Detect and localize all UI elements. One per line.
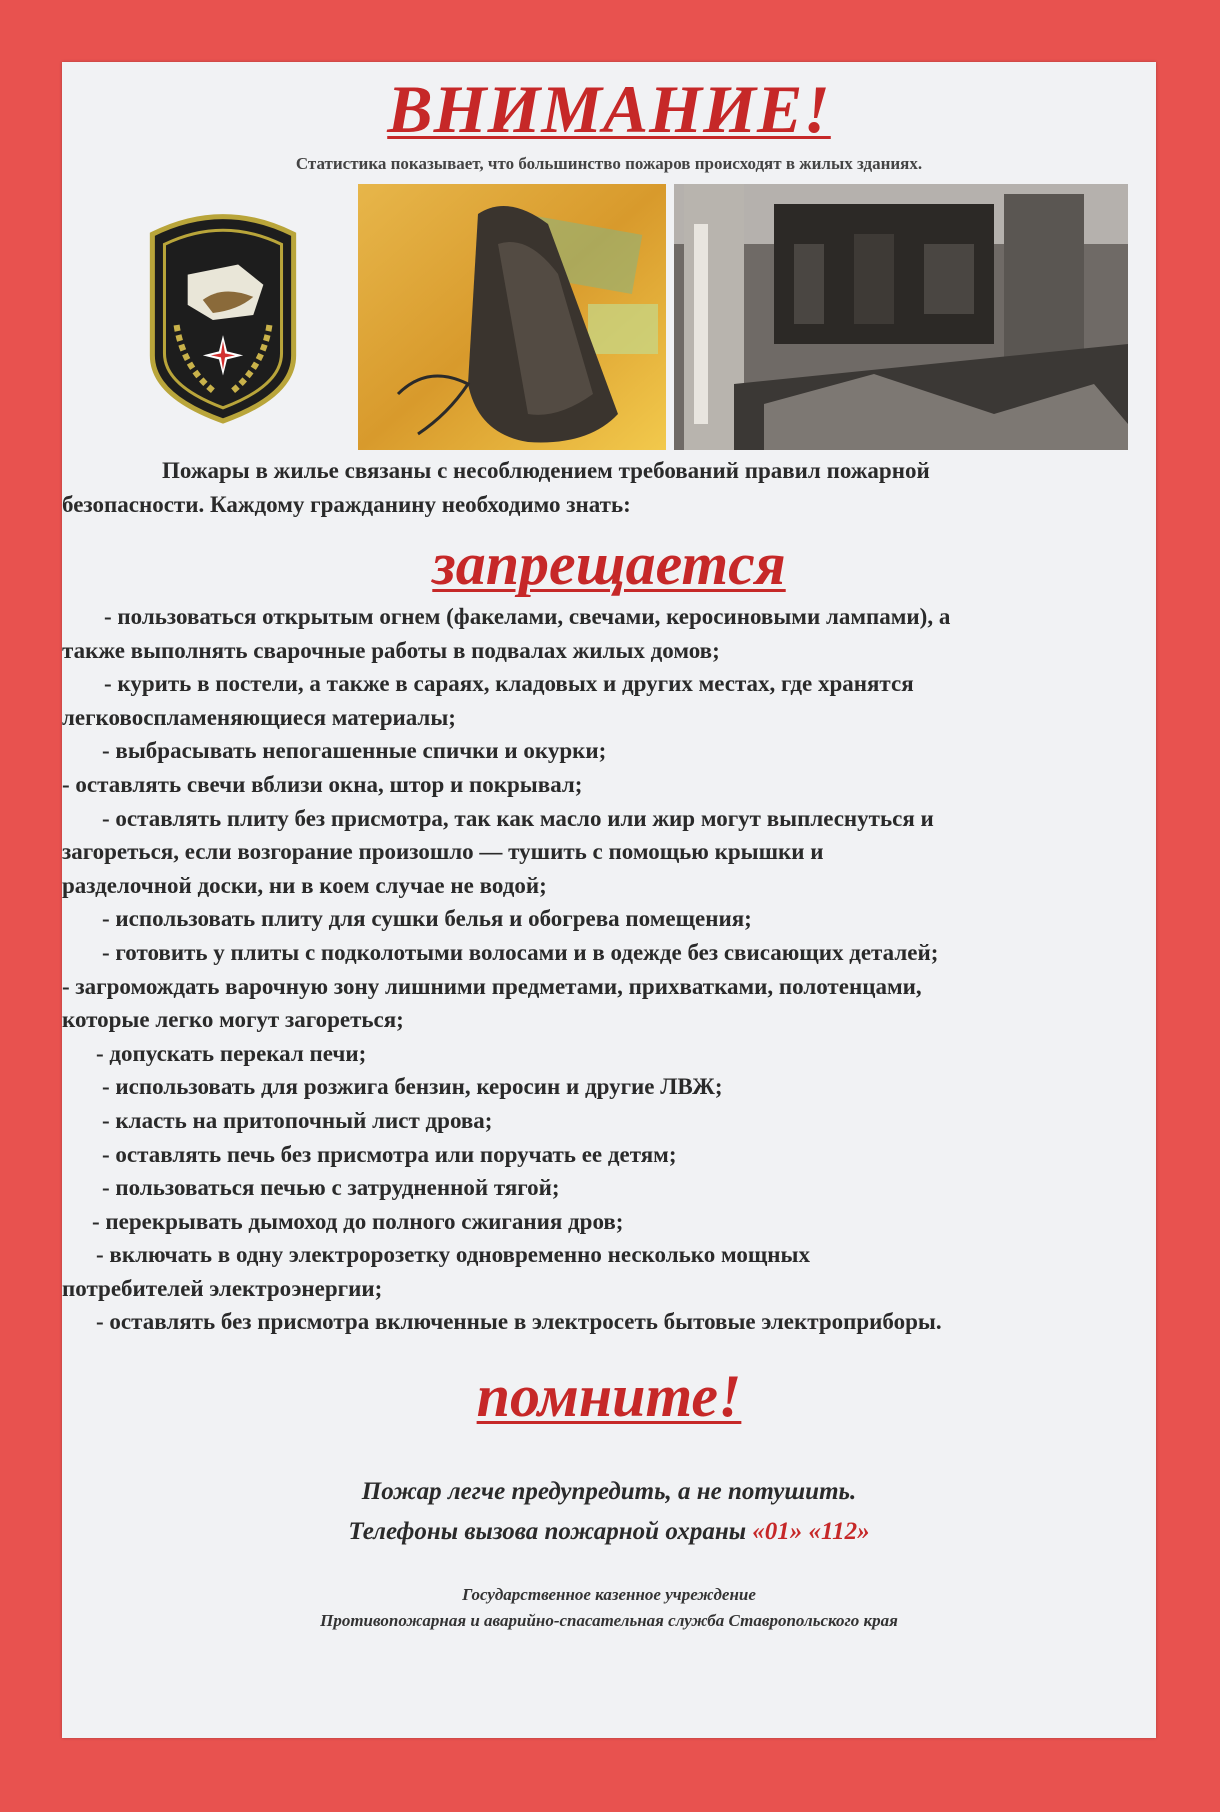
ems-shield-emblem-icon — [142, 204, 304, 426]
prohibited-heading: запрещается — [432, 531, 786, 597]
footer-line-2: Противопожарная и аварийно-спасательная служба Ставропольского края — [320, 1611, 898, 1630]
rule-line: - загромождать варочную зону лишними предметами, прихватками, полотенцами, — [62, 973, 922, 999]
burnt-house-ruins-photo — [674, 184, 1128, 450]
rule-line: разделочной доски, ни в коем случае не водой; — [62, 872, 547, 898]
poster-subtitle: Статистика показывает, что большинство пожаров происходят в жилых зданиях. — [295, 154, 923, 173]
rule-line: загореться, если возгорание произошло — тушить с помощью крышки и — [62, 839, 824, 865]
footer-organization — [62, 1582, 1156, 1634]
slogan-line-2 — [62, 1512, 1156, 1552]
intro-paragraph — [62, 454, 1132, 522]
rule-line: - оставлять плиту без присмотра, так как масло или жир могут выплеснуться и — [102, 805, 934, 831]
footer-line-1: Государственное казенное учреждение — [462, 1585, 756, 1604]
poster-sheet — [62, 62, 1156, 1738]
rule-line: также выполнять сварочные работы в подвалах жилых домов; — [62, 637, 720, 663]
rule-line: - использовать плиту для сушки белья и обогрева помещения; — [102, 906, 752, 932]
rule-line: - класть на притопочный лист дрова; — [102, 1107, 493, 1133]
rule-line: - оставлять печь без присмотра или поручать ее детям; — [102, 1141, 677, 1167]
rule-line: - готовить у плиты с подколотыми волосами и в одежде без свисающих деталей; — [102, 939, 939, 965]
slogan — [62, 1472, 1156, 1552]
slogan-line-1: Пожар легче предупредить, а не потушить. — [361, 1478, 857, 1505]
rule-line: - пользоваться открытым огнем (факелами, свечами, керосиновыми лампами), а — [104, 604, 951, 629]
intro-line-2: безопасности. Каждому гражданину необходимо знать: — [62, 492, 631, 517]
rule-line: - использовать для розжига бензин, керосин и другие ЛВЖ; — [102, 1074, 723, 1100]
rule-line: - оставлять без присмотра включенные в электросеть бытовые электроприборы. — [96, 1309, 942, 1335]
rule-line: - перекрывать дымоход до полного сжигания дров; — [92, 1208, 624, 1234]
intro-line-1: Пожары в жилье связаны с несоблюдением требований правил пожарной — [162, 458, 930, 483]
rule-line: которые легко могут загореться; — [62, 1007, 404, 1033]
rule-line: - включать в одну электророзетку одновременно несколько мощных — [96, 1242, 810, 1268]
remember-heading: помните! — [476, 1363, 742, 1429]
rule-line: - пользоваться печью с затрудненной тягой; — [102, 1175, 560, 1201]
rule-line: легковоспламеняющиеся материалы; — [62, 704, 456, 730]
rule-line: - выбрасывать непогашенные спички и окурки; — [102, 738, 607, 764]
rule-line: - допускать перекал печи; — [96, 1040, 367, 1066]
rule-line: потребителей электроэнергии; — [62, 1275, 383, 1301]
slogan-line-2-prefix: Телефоны вызова пожарной охраны — [348, 1518, 753, 1545]
rule-line: - курить в постели, а также в сараях, кладовых и других местах, где хранятся — [104, 671, 914, 697]
rule-line: - оставлять свечи вблизи окна, штор и покрывал; — [62, 771, 583, 797]
burnt-iron-photo — [358, 184, 666, 450]
poster-title: ВНИМАНИЕ! — [387, 71, 831, 147]
rules-list — [62, 600, 1156, 1339]
phone-numbers: «01» «112» — [752, 1518, 870, 1545]
